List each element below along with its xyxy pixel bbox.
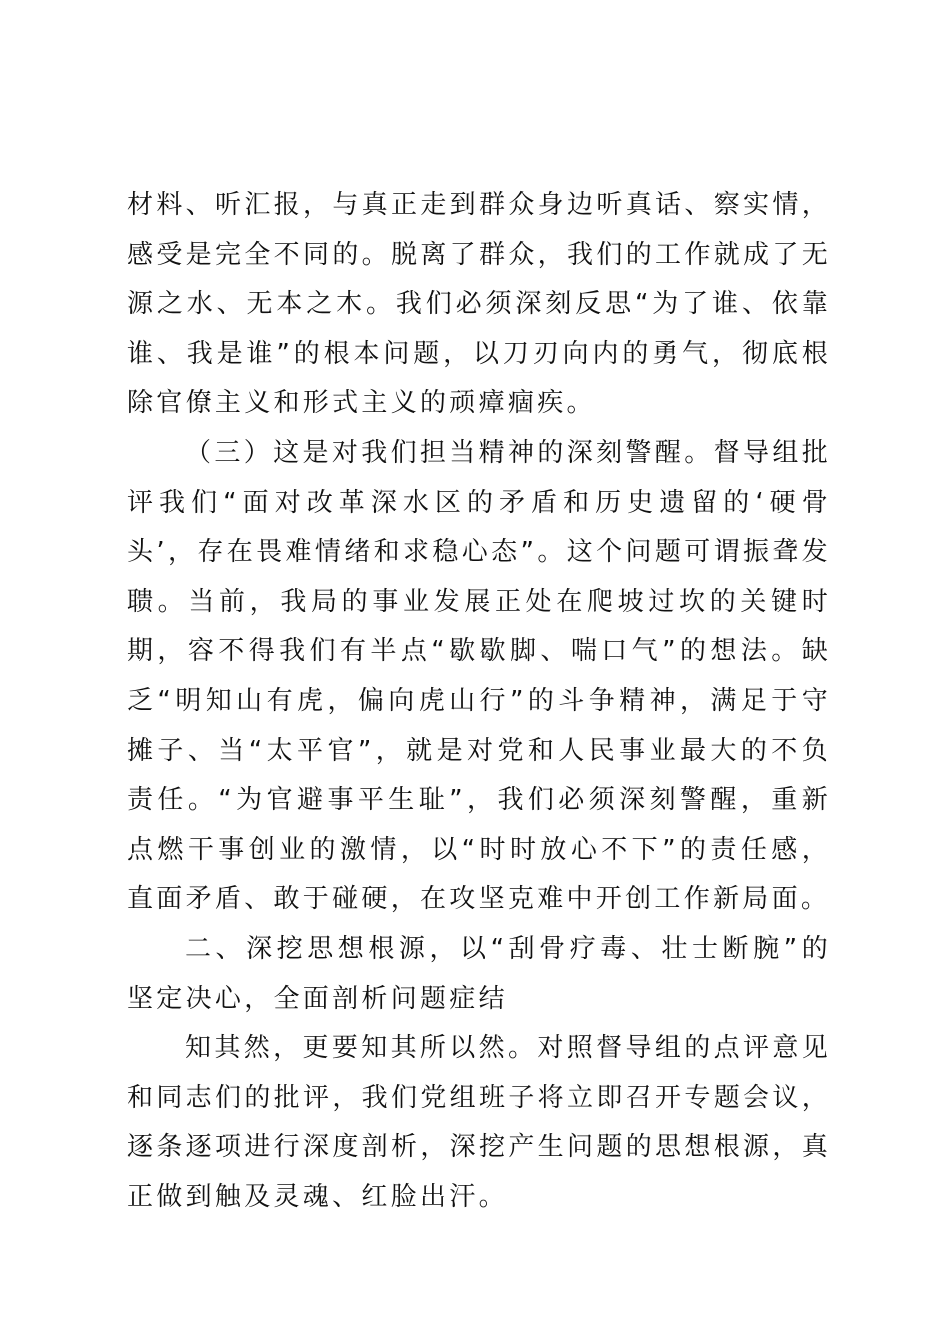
- document-page: [127, 181, 831, 1222]
- body-paragraph: （三）这是对我们担当精神的深刻警醒。督导组批评我们“面对改革深水区的矛盾和历史遗留的‘硬骨头’，存在畏难情绪和求稳心态”。这个问题可谓振聋发聩。当前，我局的事业发展正处在爬坡过坎的关键时期，容不得我们有半点“歇歇脚、喘口气”的想法。缺乏“明知山有虎，偏向虎山行”的斗争精神，满足于守摊子、当“太平官”，就是对党和人民事业最大的不负责任。“为官避事平生耻”，我们必须深刻警醒，重新点燃干事创业的激情，以“时时放心不下”的责任感，直面矛盾、敢于碰硬，在攻坚克难中开创工作新局面。: [127, 437, 831, 915]
- section-heading: 二、深挖思想根源，以“刮骨疗毒、壮士断腕”的坚定决心，全面剖析问题症结: [127, 933, 831, 1014]
- body-paragraph: 材料、听汇报，与真正走到群众身边听真话、察实情，感受是完全不同的。脱离了群众，我们的工作就成了无源之水、无本之木。我们必须深刻反思“为了谁、依靠谁、我是谁”的根本问题，以刀刃向内的勇气，彻底根除官僚主义和形式主义的顽瘴痼疾。: [127, 190, 831, 419]
- body-paragraph: 知其然，更要知其所以然。对照督导组的点评意见和同志们的批评，我们党组班子将立即召开专题会议，逐条逐项进行深度剖析，深挖产生问题的思想根源，真正做到触及灵魂、红脸出汗。: [127, 1033, 831, 1212]
